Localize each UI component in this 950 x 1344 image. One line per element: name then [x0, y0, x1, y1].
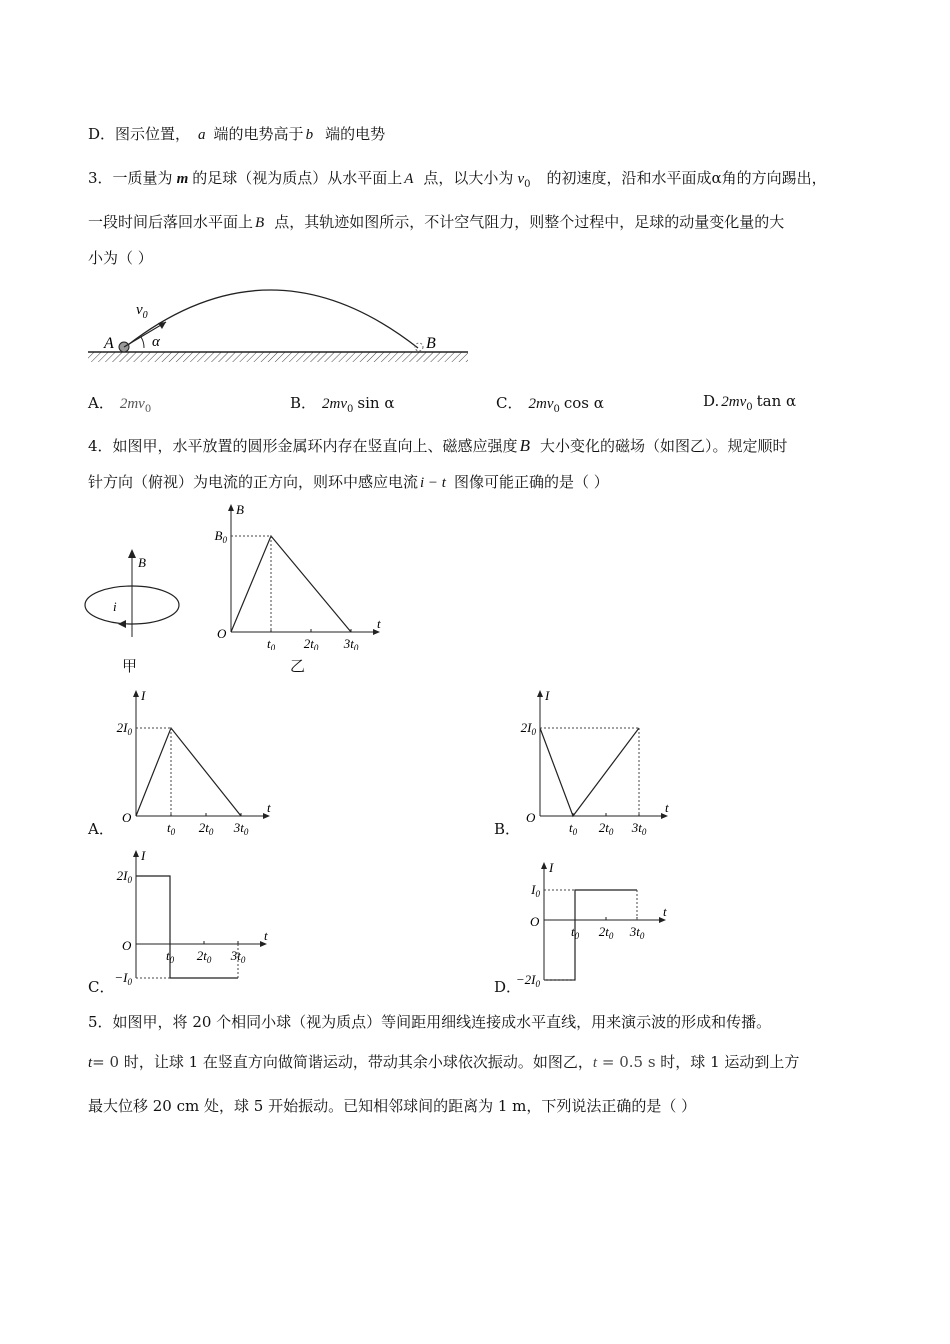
option-tail: cos α — [563, 394, 604, 412]
y-axis-label: I — [141, 848, 146, 863]
figure-jia-ring — [82, 545, 192, 650]
series-line — [136, 876, 238, 978]
trajectory-curve — [124, 290, 418, 348]
y-tick-label: $-I_0$ — [114, 970, 132, 987]
q3-option-b[interactable] — [290, 392, 394, 415]
figure-yi-b-t-graph — [205, 500, 395, 650]
text: 一质量为 — [112, 169, 173, 187]
option-b-i-t-graph — [512, 688, 682, 836]
text: 如图甲，将 20 个相同小球（视为质点）等间距用细线连接成水平直线，用来演示波的形成和传播。 — [112, 1013, 772, 1031]
option-label: D. — [703, 392, 720, 410]
option-d-i-t-graph — [510, 862, 680, 992]
y-tick-label: $2I_0$ — [116, 720, 132, 737]
q3-option-a[interactable] — [88, 392, 151, 415]
x-axis-label: t — [267, 800, 271, 815]
option-a-i-t-graph — [108, 688, 288, 836]
text: 角的方向踢出， — [721, 169, 827, 187]
x-tick-label: $3t_0$ — [343, 636, 359, 650]
x-tick-label: $2t_0$ — [198, 820, 214, 836]
label-B: B — [426, 335, 436, 352]
text: 端的电势高于 — [213, 125, 304, 143]
x-tick-label: $2t_0$ — [598, 820, 614, 836]
y-axis-label: I — [545, 688, 550, 703]
origin-label: O — [526, 810, 536, 825]
var-A: A — [404, 171, 414, 187]
y-axis-arrow — [228, 504, 234, 511]
y-axis-arrow — [133, 850, 139, 857]
text: 端的电势 — [325, 125, 386, 143]
q5-line3 — [88, 1096, 696, 1116]
x-tick-label: $t_0$ — [166, 820, 176, 836]
option-c-i-t-graph — [108, 848, 283, 993]
label-v0: $v_0$ — [136, 302, 148, 321]
var-v: v — [517, 171, 525, 187]
var-alpha: α — [711, 169, 722, 187]
label-i: i — [113, 599, 117, 614]
var-m: m — [176, 171, 189, 187]
text: 大小变化的磁场（如图乙）。规定顺时 — [539, 437, 788, 455]
series-line — [136, 728, 241, 816]
q3-line2 — [88, 212, 784, 233]
x-tick-label: $t_0$ — [165, 948, 175, 965]
option-expr: 2mv — [322, 396, 348, 412]
q4-line1 — [88, 436, 787, 456]
text: 的足球（视为质点）从水平面上 — [192, 169, 403, 187]
q4-option-b[interactable]: B． — [494, 820, 521, 838]
text: 一段时间后落回水平面上 — [88, 213, 254, 231]
x-axis-label: t — [663, 904, 667, 919]
option-label: B． — [290, 394, 317, 412]
x-axis-label: t — [264, 928, 268, 943]
text: 针方向（俯视）为电流的正方向，则环中感应电流 — [88, 473, 419, 491]
text: 图像可能正确的是（ ） — [453, 473, 609, 491]
var-t: t — [88, 1055, 93, 1071]
option-expr: 2mv — [119, 396, 145, 412]
label-A: A — [104, 335, 114, 352]
q3-option-c[interactable] — [496, 392, 604, 415]
text: 最大位移 20 cm 处，球 5 开始振动。已知相邻球间的距离为 1 m，下列说法正确的是（ ） — [88, 1097, 697, 1115]
text: 点，以大小为 — [423, 169, 514, 187]
y-tick-label: $-2I_0$ — [515, 972, 540, 989]
question-number: 5． — [88, 1013, 113, 1031]
question-number: 3． — [88, 169, 113, 187]
angle-arc — [141, 337, 144, 348]
x-tick-label: $t_0$ — [568, 820, 578, 836]
option-expr: 2mv — [528, 396, 554, 412]
q5-line1 — [88, 1012, 771, 1032]
text: 如图甲，水平放置的圆形金属环内存在竖直向上、磁感应强度 — [112, 437, 518, 455]
origin-label: O — [122, 810, 132, 825]
subscript: 0 — [553, 404, 560, 415]
x-axis-label: t — [377, 616, 381, 631]
series-line — [544, 890, 637, 980]
x-tick-label: $3t_0$ — [631, 820, 647, 836]
text: = 0 — [92, 1053, 120, 1071]
series-line — [231, 536, 351, 632]
origin-label: O — [530, 914, 540, 929]
var-a: a — [198, 127, 206, 143]
q5-line2 — [88, 1052, 799, 1073]
q4-option-c[interactable]: C． — [88, 978, 115, 996]
origin-label: O — [217, 626, 227, 641]
x-tick-label: $t_0$ — [570, 924, 580, 941]
q4-line2 — [88, 472, 609, 493]
y-axis-arrow — [537, 690, 543, 697]
y-axis-label: B — [236, 502, 244, 517]
q3-trajectory-figure — [88, 280, 473, 370]
subscript: 0 — [144, 404, 152, 415]
text: 时，球 1 运动到上方 — [655, 1053, 800, 1071]
x-tick-label: $2t_0$ — [196, 948, 212, 965]
var-b: b — [305, 127, 314, 143]
label-B: B — [138, 555, 146, 570]
subscript: 0 — [524, 179, 531, 190]
y-tick-label: $2I_0$ — [116, 868, 132, 885]
q3-line3 — [88, 248, 153, 268]
q4-option-a[interactable]: A． — [88, 820, 114, 838]
y-axis-label: I — [141, 688, 146, 703]
q3-option-d[interactable] — [703, 392, 796, 413]
caption-jia: 甲 — [122, 657, 138, 675]
y-tick-label: $B_0$ — [214, 528, 227, 545]
origin-label: O — [122, 938, 132, 953]
label-alpha: α — [152, 334, 160, 350]
x-tick-label: $3t_0$ — [629, 924, 645, 941]
text: 图示位置， — [115, 125, 191, 143]
option-label: C． — [496, 394, 523, 412]
y-axis-arrow — [133, 690, 139, 697]
x-tick-label: $3t_0$ — [230, 948, 246, 965]
option-label: A． — [88, 394, 114, 412]
text: 点，其轨迹如图所示，不计空气阻力，则整个过程中，足球的动量变化量的大 — [274, 213, 785, 231]
ground-hatch — [88, 352, 468, 362]
option-expr: 2mv — [721, 394, 747, 410]
text: 小为（ ） — [88, 249, 153, 267]
q3-line1 — [88, 168, 827, 195]
option-label: D． — [88, 125, 116, 143]
y-axis-label: I — [549, 862, 554, 875]
text: 时，让球 1 在竖直方向做简谐运动，带动其余小球依次振动。如图乙， — [119, 1053, 593, 1071]
text: 的初速度，沿和水平面成 — [546, 169, 712, 187]
q4-option-d[interactable]: D． — [494, 978, 522, 996]
var-i-t: i − t — [420, 475, 446, 491]
current-arrow — [118, 620, 126, 628]
question-number: 4． — [88, 437, 113, 455]
y-axis-arrow — [541, 862, 547, 869]
y-tick-label: $I_0$ — [531, 882, 540, 899]
b-field-arrow — [128, 549, 136, 558]
subscript: 0 — [347, 404, 354, 415]
var-B: B — [519, 436, 530, 455]
var-t: t — [592, 1055, 598, 1071]
option-tail: sin α — [357, 394, 395, 412]
text: = 0.5 s — [597, 1053, 656, 1071]
x-tick-label: $t_0$ — [266, 636, 276, 650]
y-tick-label: $2I_0$ — [520, 720, 536, 737]
x-tick-label: $3t_0$ — [233, 820, 249, 836]
x-tick-label: $2t_0$ — [598, 924, 614, 941]
x-tick-label: $2t_0$ — [303, 636, 319, 650]
series-line — [540, 728, 639, 816]
subscript: 0 — [746, 402, 753, 413]
option-tail: tan α — [756, 392, 797, 410]
caption-yi: 乙 — [290, 657, 306, 675]
q2-option-d — [88, 124, 385, 145]
var-B: B — [255, 215, 265, 231]
x-axis-label: t — [665, 800, 669, 815]
